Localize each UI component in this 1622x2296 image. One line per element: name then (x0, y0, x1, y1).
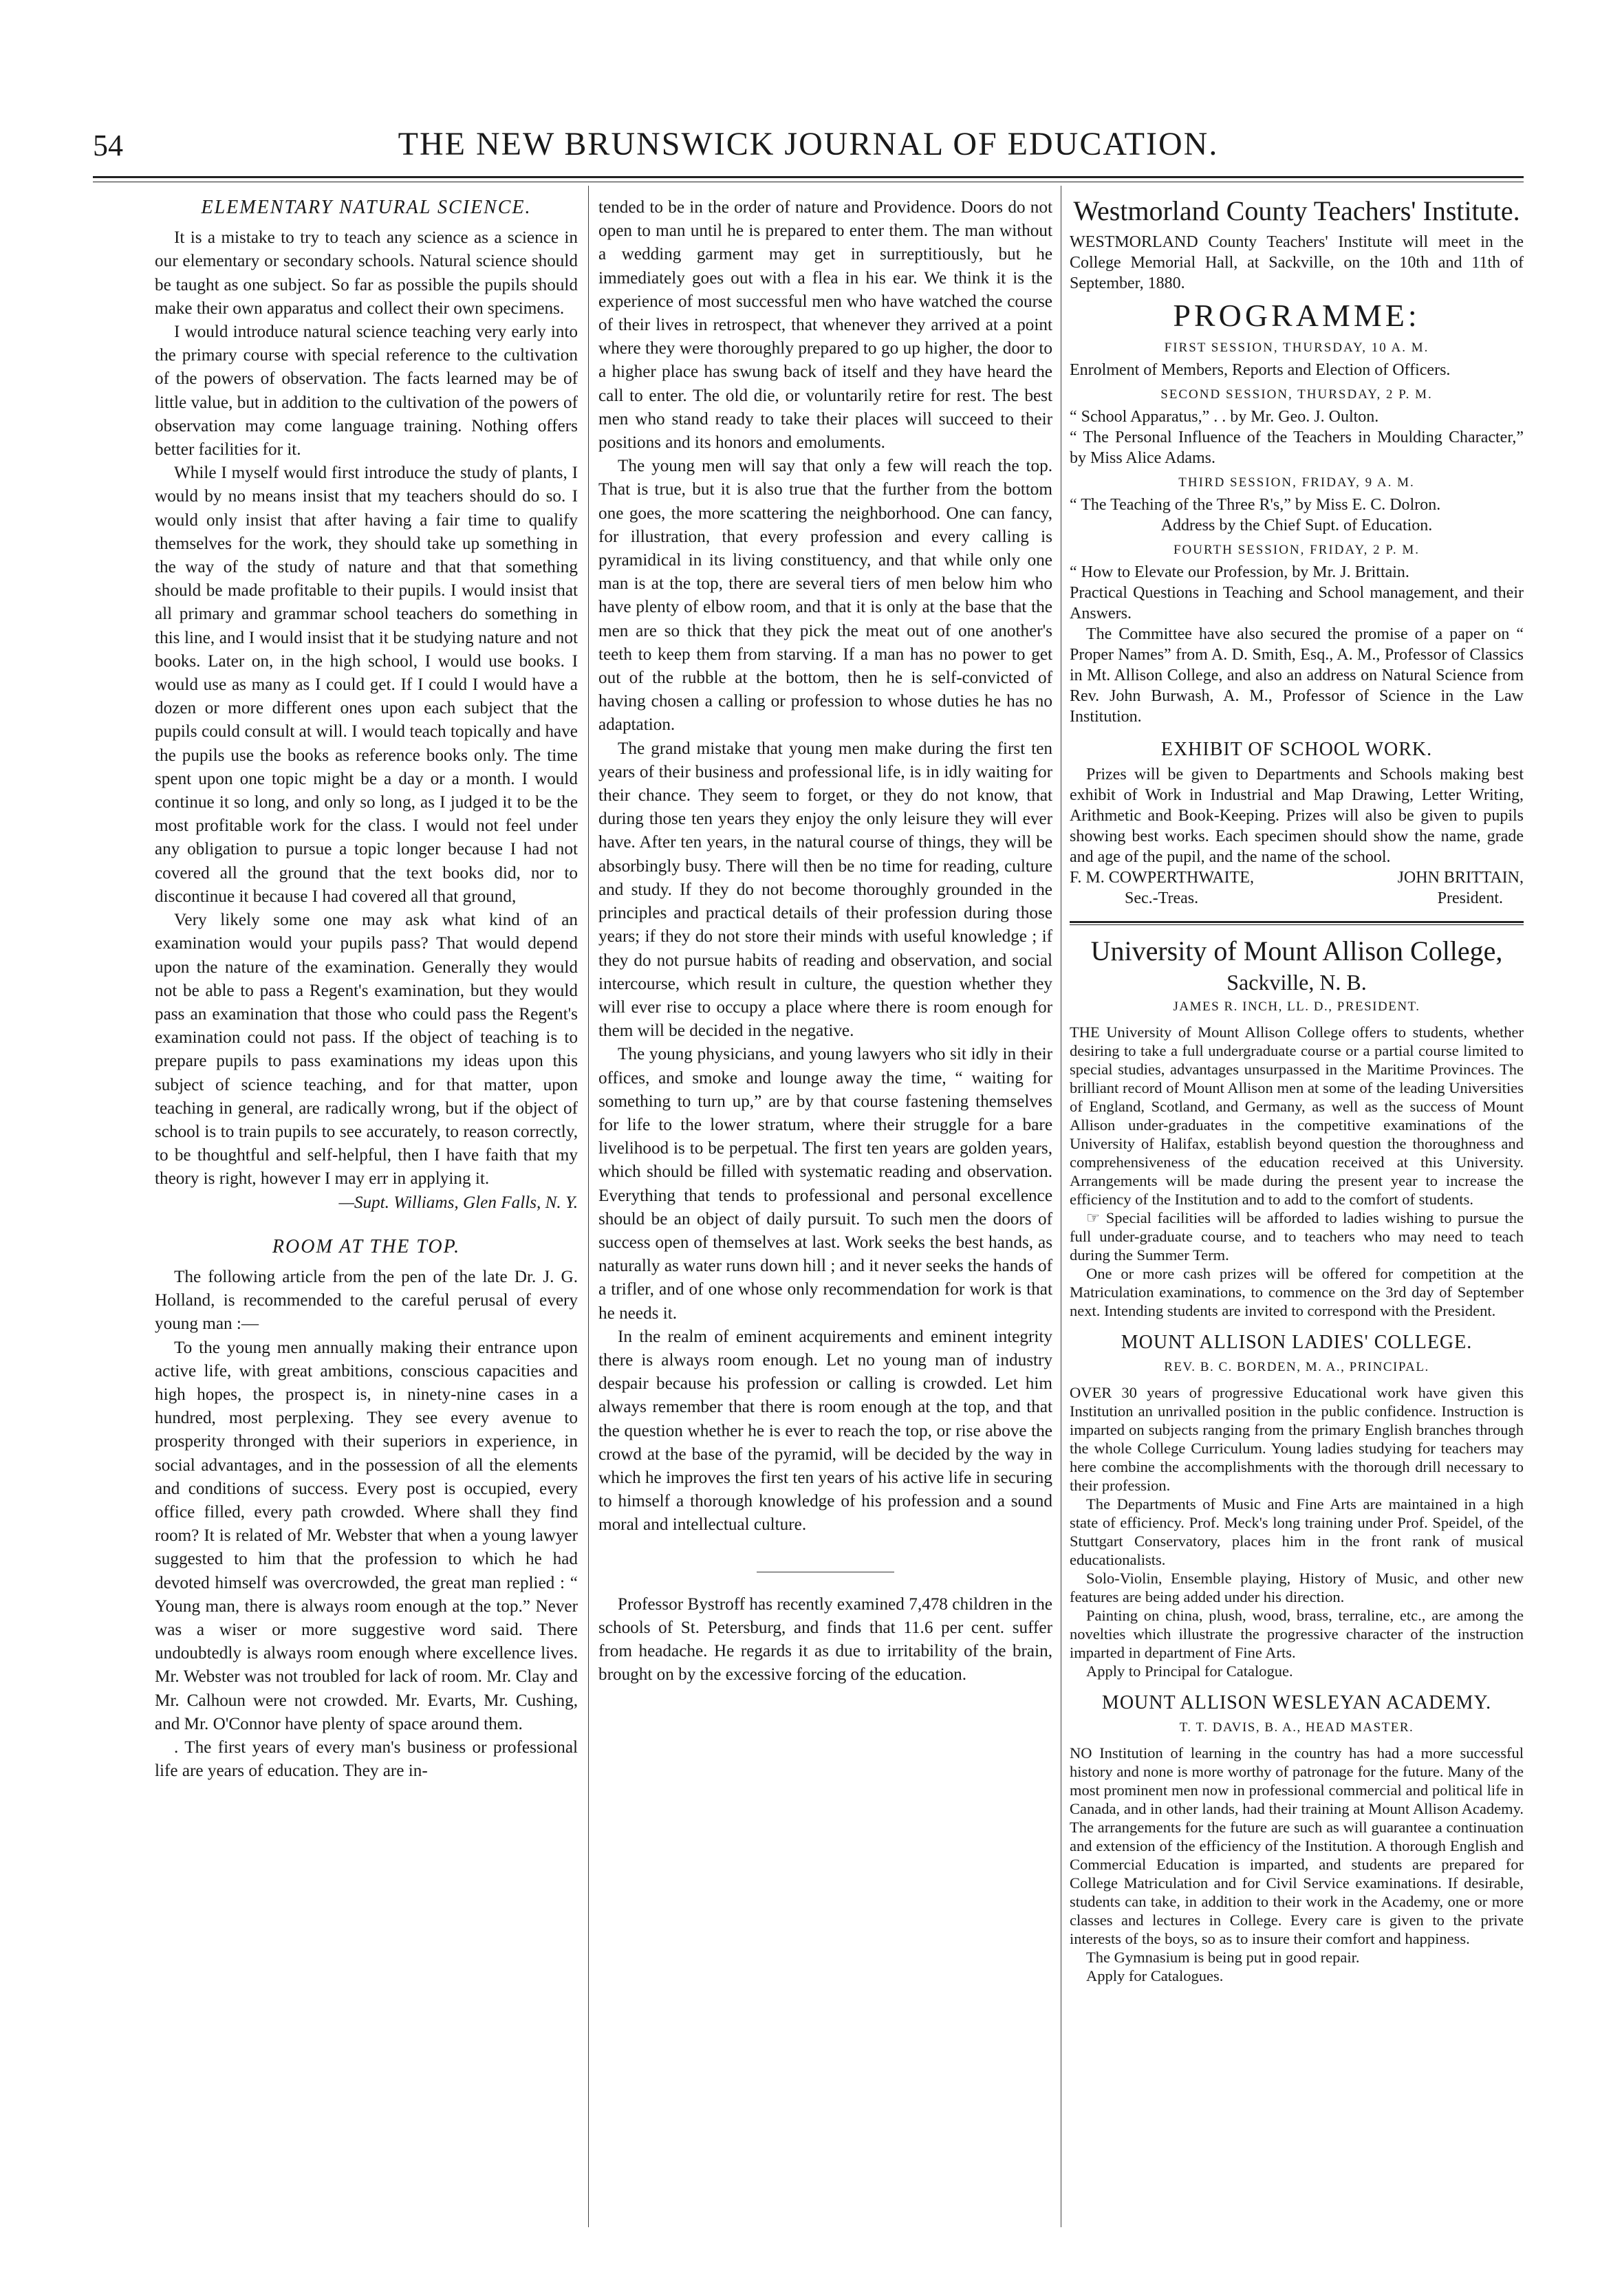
academy-gymnasium: The Gymnasium is being put in good repair. (1086, 1949, 1360, 1966)
ladies-college-painting: Painting on china, plush, wood, brass, terraline, etc., are among the novelties which illustrate the progressive character of the instruction imparted in department of Fine Arts. (1070, 1607, 1524, 1661)
article-title-natural-science: ELEMENTARY NATURAL SCIENCE. (201, 197, 532, 218)
column-left (155, 196, 578, 1783)
academy-head-master: T. T. DAVIS, B. A., HEAD MASTER. (1179, 1720, 1414, 1735)
paragraph: The following article from the pen of the late Dr. J. G. Holland, is recommended to the careful perusal of every young man :— (155, 1267, 578, 1334)
university-title: University of Mount Allison College, (1090, 935, 1503, 966)
ladies-college-violin: Solo-Violin, Ensemble playing, History of Music, and other new features are being added under his direction. (1070, 1570, 1524, 1605)
session-heading: SECOND SESSION, THURSDAY, 2 P. M. (1160, 387, 1433, 402)
news-item-bystroff: Professor Bystroff has recently examined 7,478 children in the schools of St. Petersburg, and finds that 11.6 per cent. suffer from headache. He regards it as due to irritability of the brain, brought on by the excessive forcing of the education. (598, 1594, 1052, 1685)
ad-divider (1070, 921, 1524, 923)
byline: —Supt. Williams, Glen Falls, N. Y. (338, 1193, 578, 1212)
paragraph: In the realm of eminent acquirements and eminent integrity there is always room enough. Let no young man of industry despair because his profession or calling is crowded. Let him always remember that there is room enough at the top, and that the question whether he is ever to reach the top, or rise above the crowd at the base of the pyramid, will be decided by the way in which he improves the first ten years of his active life in securing to himself a thorough knowledge of his profession and a sound moral and intellectual culture. (598, 1327, 1052, 1535)
paragraph: . The first years of every man's business or professional life are years of education. They are in- (155, 1738, 578, 1781)
running-head (93, 122, 1524, 171)
ad-divider-thin (1070, 924, 1524, 925)
session-item: “ The Personal Influence of the Teachers in Moulding Character,” by Miss Alice Adams. (1070, 429, 1524, 467)
paragraph: The young men will say that only a few will reach the top. That is true, but it is also true that the further from the bottom one goes, the more scattering the neighborhood. One can fancy, for illustration, that every profession and every calling is pyramidical in its living constituency, and that while only one man is at the top, there are several tiers of men below him who have plenty of elbow room, and that it is only at the base that the men are so thick that they pick the meat out of one another's teeth to keep them from starving. If a man has no power to get out of the rubble at the bottom, then he is self-convicted of having chosen a calling or profession to whose duties he has no adaptation. (598, 457, 1052, 735)
ladies-college-text: OVER 30 years of progressive Educational work have given this Institution an unrivalled position in the public confidence. Instruction is imparted on subjects ranging from the primary English branches through the whole College Curriculum. Young ladies studying for teachers may here combine the accomplishments with the thorough drill necessary to their profession. (1070, 1384, 1524, 1494)
paragraph: While I myself would first introduce the study of plants, I would by no means insist that my teachers should do so. I would only insist that after having a fair time to qualify themselves for the work, they should take up something in the way of the study of nature and that that something should be made profitable to their pupils. I would insist that all primary and grammar school teachers do something in this line, and I would insist that it be studying nature and not books. Later on, in the high school, I would use books. I would use as many as I could get. If I could I would have a dozen or more different ones upon each subject that the pupils could consult at will. I would teach topically and have the pupils use the books as reference books only. The time spent upon one topic might be a day or a month. I would continue it so long, and only so long, as I judged it to be the most profitable work for the class. I would not feel under any obligation to pursue a topic longer because I had not covered all the ground that the text books did, nor to discontinue it because I had covered all that ground, (155, 464, 578, 906)
signature-titles (1070, 888, 1524, 909)
session-item: “ School Apparatus,” . . by Mr. Geo. J. Oulton. (1070, 408, 1379, 426)
university-location: Sackville, N. B. (1226, 970, 1367, 995)
academy-text: NO Institution of learning in the country has had a more successful history and none is more worthy of patronage for the future. Many of the most prominent men now in professional commercial and political life in Canada, and in other lands, had their training at Mount Allison Academy. The arrangements for the future are such as will guarantee a continuation and extension of the efficiency of the Institution. A thorough English and Commercial Education is imparted, and students are prepared for College Matriculation and for Civil Service examinations. If desirable, students can take, in addition to their work in the Academy, one or more classes and lectures in College. Every care is given to the private interests of the boys, so as to insure their comfort and happiness. (1070, 1744, 1524, 1947)
institute-intro: WESTMORLAND County Teachers' Institute will meet in the College Memorial Hall, at Sackville, on the 10th and 11th of September, 1880. (1070, 233, 1524, 292)
session-item: “ How to Elevate our Profession, by Mr. J. Brittain. (1070, 563, 1409, 581)
exhibit-text: Prizes will be given to Departments and Schools making best exhibit of Work in Industrial and Map Drawing, Letter Writing, Arithmetic and Book-Keeping. Prizes will also be given to pupils showing best works. Each specimen should show the name, grade and age of the pupil, and the name of the school. (1070, 766, 1524, 866)
ladies-college-principal: REV. B. C. BORDEN, M. A., PRINCIPAL. (1164, 1360, 1429, 1374)
paragraph: I would introduce natural science teaching very early into the primary course with special reference to the cultivation of the powers of observation. The facts learned may be of little value, but in addition to the cultivation of the powers of observation may come language training. Nothing offers better facilities for it. (155, 323, 578, 459)
header-rule (93, 176, 1524, 178)
session-heading: THIRD SESSION, FRIDAY, 9 A. M. (1178, 475, 1415, 490)
signature-name: JOHN BRITTAIN, (1397, 869, 1524, 887)
column-divider (588, 186, 589, 2227)
university-president: JAMES R. INCH, LL. D., PRESIDENT. (1173, 999, 1420, 1014)
session-item: Practical Questions in Teaching and School management, and their Answers. (1070, 584, 1524, 622)
signature-title: President. (1437, 889, 1503, 907)
committee-note: The Committee have also secured the promise of a paper on “ Proper Names” from A. D. Smith, Esq., A. M., Professor of Classics in Mt. Allison College, and also an address on Natural Science from Rev. John Burwash, A. M., Professor of Science in the Law Institution. (1070, 625, 1524, 726)
session-heading: FIRST SESSION, THURSDAY, 10 A. M. (1164, 340, 1429, 355)
ladies-college-title: MOUNT ALLISON LADIES' COLLEGE. (1121, 1332, 1473, 1353)
ladies-college-music: The Departments of Music and Fine Arts are maintained in a high state of efficiency. Prof. Meck's long training under Prof. Speidel, of the Stuttgart Conservatory, places him in the front rank of musical educationalists. (1070, 1495, 1524, 1568)
paragraph: The young physicians, and young lawyers who sit idly in their offices, and smoke and lounge away the time, “ waiting for something to turn up,” are by that course fastening themselves for life to the lower stratum, where their struggle for a bare livelihood is to be perpetual. The first ten years are golden years, which should be filled with systematic reading and observation. Everything that tends to professional and personal excellence should be an object of daily pursuit. To such men the doors of success open of themselves at last. Work seeks the best hands, as naturally as water runs down hill ; and it never seeks the hands of a trifler, and of one whose only recommendation for work is that he needs it. (598, 1045, 1052, 1323)
signature-title: Sec.-Treas. (1125, 889, 1199, 907)
session-heading: FOURTH SESSION, FRIDAY, 2 P. M. (1173, 543, 1420, 557)
academy-apply: Apply for Catalogues. (1086, 1967, 1224, 1984)
university-special: ☞ Special facilities will be afforded to ladies wishing to pursue the full under-graduate course, and to teachers who may need to teach during the Summer Term. (1070, 1209, 1524, 1264)
paragraph: It is a mistake to try to teach any science as a science in our elementary or secondary schools. Natural science should be taught as one subject. So far as possible the pupils should make their own apparatus and collect their own specimens. (155, 228, 578, 318)
session-item: Address by the Chief Supt. of Education. (1160, 517, 1433, 534)
institute-title: Westmorland County Teachers' Institute. (1073, 195, 1520, 226)
session-item: “ The Teaching of the Three R's,” by Miss E. C. Dolron. (1070, 496, 1441, 514)
page-number: 54 (93, 129, 123, 162)
paragraph: tended to be in the order of nature and Providence. Doors do not open to man until he is prepared to enter them. The man without a wedding garment may get in surreptitiously, but he immediately goes out with a flea in his ear. We think it is the experience of most successful men who have watched the course of their lives in retrospect, that whenever they arrived at a point where they were thoroughly prepared to go up higher, the door to a higher place has swung back of itself and they have heard the call to enter. The old die, or voluntarily retire for rest. The best men who stand ready to take their places will succeed to their positions and its honors and emoluments. (598, 198, 1052, 453)
article-title-room-at-top: ROOM AT THE TOP. (272, 1235, 461, 1257)
column-middle (598, 196, 1052, 1687)
session-item: Enrolment of Members, Reports and Election of Officers. (1070, 361, 1451, 379)
paragraph: The grand mistake that young men make during the first ten years of their business and professional life, is in idly waiting for their chance. They seem to forget, or they do not know, that during those ten years they enjoy the only leisure they will ever have. After ten years, in the natural course of things, they will be absorbingly busy. There will then be no time for reading, culture and study. If they do not become thoroughly grounded in the principles and practical details of their profession during those years; if they do not store their minds with useful knowledge ; if they do not pursue habits of reading and observation, and social intercourse, which result in culture, the question whether they will ever rise to occupy a place where there is room enough for them will be decided in the negative. (598, 739, 1052, 1041)
paragraph: Very likely some one may ask what kind of an examination would your pupils pass? That would depend upon the nature of the examination. Generally they would not be able to pass a Regent's examination, but they would pass an examination that those who could pass the Regent's examination could not pass. If the object of teaching is to prepare pupils to pass examinations my ideas upon this subject of science teaching, and for that matter, upon teaching in general, are radically wrong, but if the object of school is to train pupils to see accurately, to reason correctly, to be thoughtful and self-helpful, then I have faith that my theory is right, however I may err in applying it. (155, 911, 578, 1189)
journal-title: THE NEW BRUNSWICK JOURNAL OF EDUCATION. (398, 126, 1219, 162)
university-text: THE University of Mount Allison College offers to students, whether desiring to take a full undergraduate course or a partial course limited to special studies, advantages unsurpassed in the Maritime Provinces. The brilliant record of Mount Allison men at some of the leading Universities of England, Scotland, and Germany, as well as the success of Mount Allison under-graduates in the competitive examinations of the University of Halifax, establish beyond question the thoroughness and comprehensiveness of the education received at this University. Arrangements will be made during the present year to increase the efficiency of the Institution and to add to the comfort of students. (1070, 1024, 1524, 1208)
academy-title: MOUNT ALLISON WESLEYAN ACADEMY. (1101, 1692, 1492, 1713)
exhibit-heading: EXHIBIT OF SCHOOL WORK. (1160, 739, 1433, 760)
ladies-college-apply: Apply to Principal for Catalogue. (1086, 1663, 1293, 1680)
column-right (1070, 196, 1524, 1985)
signatures (1070, 867, 1524, 888)
paragraph: To the young men annually making their entrance upon active life, with great ambitions, conscious capacities and high hopes, the prospect is, in ninety-nine cases in a hundred, most perplexing. They see every avenue to prosperity thronged with their superiors in experience, in social advantages, and in the possession of all the elements and conditions of success. Every post is occupied, every office filled, every path crowded. Where shall they find room? It is related of Mr. Webster that when a young lawyer suggested to him that the profession to which he had devoted himself was overcrowded, the great man replied : “ Young man, there is always room enough at the top.” Never was a wiser or more suggestive word said. There undoubtedly is always room enough where excellence lives. Mr. Webster was not troubled for lack of room. Mr. Clay and Mr. Calhoun were not crowded. Mr. Evarts, Mr. Cushing, and Mr. O'Connor have plenty of space around them. (155, 1338, 578, 1733)
programme-heading: PROGRAMME: (1173, 298, 1420, 333)
university-prizes: One or more cash prizes will be offered for competition at the Matriculation examinations, to commence on the 3rd day of September next. Intending students are invited to correspond with the President. (1070, 1265, 1524, 1319)
signature-name: F. M. COWPERTHWAITE, (1070, 869, 1254, 887)
